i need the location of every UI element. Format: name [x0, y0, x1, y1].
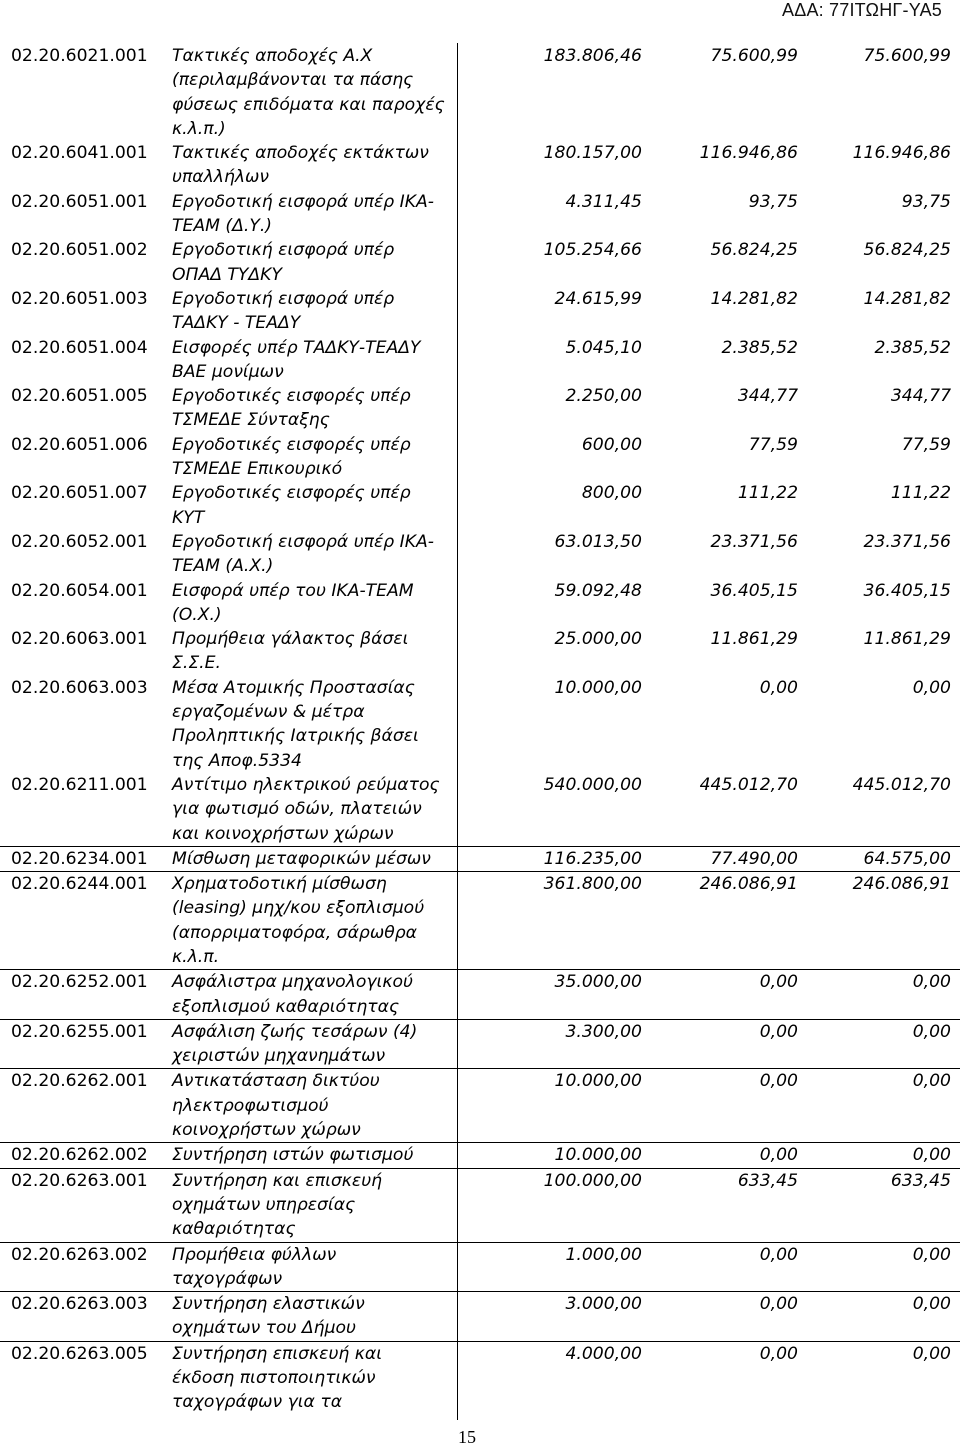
account-description [172, 773, 454, 846]
description-line: ΤΕΑΜ (Α.Χ.) [172, 556, 274, 577]
account-code: 02.20.6262.002 [11, 1145, 148, 1166]
table-row [0, 872, 960, 970]
table-row [0, 847, 960, 872]
account-code: 02.20.6051.005 [11, 386, 148, 407]
table-row [0, 336, 960, 385]
paid-amount: 93,75 [901, 191, 951, 212]
table-row [0, 238, 960, 287]
budgeted-amount: 5.045,10 [565, 337, 642, 358]
description-line: ΤΑΔΚΥ - ΤΕΑΔΥ [172, 313, 301, 334]
committed-amount: 116.946,86 [699, 143, 798, 164]
description-line: ΤΣΜΕΔΕ Επικουρικό [172, 459, 343, 480]
committed-amount: 0,00 [759, 1145, 798, 1166]
description-line: (απορριματοφόρα, σάρωθρα [172, 922, 417, 943]
description-line: Εργοδοτική εισφορά υπέρ ΙΚΑ- [172, 531, 434, 552]
budgeted-amount: 361.800,00 [543, 874, 642, 895]
account-code: 02.20.6051.006 [11, 434, 148, 455]
description-line: Μίσθωση μεταφορικών μέσων [172, 848, 431, 869]
description-line: Προληπτικής Ιατρικής βάσει [172, 726, 419, 747]
description-line: (περιλαμβάνονται τα πάσης [172, 70, 414, 91]
budgeted-amount: 105.254,66 [543, 240, 642, 261]
account-code: 02.20.6211.001 [11, 774, 148, 795]
paid-amount: 0,00 [912, 1021, 951, 1042]
budgeted-amount: 25.000,00 [554, 629, 642, 650]
paid-amount: 14.281,82 [863, 288, 951, 309]
table-row [0, 1020, 960, 1070]
account-description [172, 141, 454, 190]
committed-amount: 36.405,15 [710, 580, 798, 601]
description-line: χειριστών μηχανημάτων [172, 1046, 386, 1067]
description-line: ΟΠΑΔ ΤΥΔΚΥ [172, 264, 282, 285]
description-line: κοινοχρήστων χώρων [172, 1120, 361, 1141]
paid-amount: 56.824,25 [863, 240, 951, 261]
budgeted-amount: 100.000,00 [543, 1170, 642, 1191]
committed-amount: 93,75 [748, 191, 798, 212]
budgeted-amount: 24.615,99 [554, 288, 642, 309]
description-line: φύσεως επιδόματα και παροχές [172, 94, 445, 115]
page-number: 15 [458, 1427, 476, 1447]
description-line: ΤΣΜΕΔΕ Σύνταξης [172, 410, 330, 431]
committed-amount: 633,45 [737, 1170, 798, 1191]
account-description [172, 238, 454, 287]
committed-amount: 2.385,52 [721, 337, 798, 358]
account-description [172, 384, 454, 433]
description-line: Χρηματοδοτική μίσθωση [172, 874, 387, 895]
paid-amount: 77,59 [901, 434, 951, 455]
description-line: Εργοδοτική εισφορά υπέρ ΙΚΑ- [172, 191, 434, 212]
account-description [172, 530, 454, 579]
budget-table [0, 44, 960, 1415]
description-line: για φωτισμό οδών, πλατειών [172, 799, 422, 820]
description-line: ΚΥΤ [172, 507, 205, 528]
description-line: ηλεκτροφωτισμού [172, 1095, 329, 1116]
paid-amount: 0,00 [912, 677, 951, 698]
committed-amount: 23.371,56 [710, 531, 798, 552]
budgeted-amount: 116.235,00 [543, 848, 642, 869]
description-line: Συντήρηση και επισκευή [172, 1170, 383, 1191]
description-line: Μέσα Ατομικής Προστασίας [172, 677, 415, 698]
description-line: Εργοδοτική εισφορά υπέρ [172, 240, 395, 261]
description-line: (Ο.Χ.) [172, 604, 222, 625]
account-code: 02.20.6051.004 [11, 337, 148, 358]
paid-amount: 64.575,00 [863, 848, 951, 869]
table-row [0, 627, 960, 676]
account-description [172, 1143, 454, 1167]
paid-amount: 2.385,52 [874, 337, 951, 358]
paid-amount: 75.600,99 [863, 46, 951, 66]
paid-amount: 116.946,86 [852, 143, 951, 164]
description-line: οχημάτων υπηρεσίας [172, 1194, 356, 1215]
account-code: 02.20.6021.001 [11, 46, 148, 66]
table-row [0, 676, 960, 773]
account-code: 02.20.6051.001 [11, 191, 148, 212]
committed-amount: 246.086,91 [699, 874, 798, 895]
description-line: Τακτικές αποδοχές Α.Χ [172, 46, 373, 66]
description-line: ΤΕΑΜ (Δ.Υ.) [172, 216, 273, 237]
budgeted-amount: 3.000,00 [565, 1294, 642, 1315]
committed-amount: 344,77 [737, 386, 798, 407]
description-line: εργαζομένων & μέτρα [172, 702, 365, 723]
paid-amount: 36.405,15 [863, 580, 951, 601]
committed-amount: 77.490,00 [710, 848, 798, 869]
budgeted-amount: 800,00 [581, 483, 642, 504]
budgeted-amount: 63.013,50 [554, 531, 642, 552]
budgeted-amount: 600,00 [581, 434, 642, 455]
committed-amount: 75.600,99 [710, 46, 798, 66]
paid-amount: 0,00 [912, 1343, 951, 1364]
committed-amount: 0,00 [759, 677, 798, 698]
description-line: κ.λ.π. [172, 946, 220, 967]
account-code: 02.20.6255.001 [11, 1021, 148, 1042]
description-line: εξοπλισμού καθαριότητας [172, 996, 400, 1017]
account-description [172, 433, 454, 482]
committed-amount: 77,59 [748, 434, 798, 455]
description-line: της Αποφ.5334 [172, 750, 302, 771]
budgeted-amount: 1.000,00 [565, 1244, 642, 1265]
table-row [0, 44, 960, 141]
paid-amount: 445.012,70 [852, 774, 951, 795]
account-description [172, 1020, 454, 1069]
description-line: Τακτικές αποδοχές εκτάκτων [172, 143, 429, 164]
account-code: 02.20.6263.003 [11, 1294, 148, 1315]
committed-amount: 445.012,70 [699, 774, 798, 795]
paid-amount: 23.371,56 [863, 531, 951, 552]
description-line: Εισφορά υπέρ του ΙΚΑ-ΤΕΑΜ [172, 580, 414, 601]
budgeted-amount: 10.000,00 [554, 1071, 642, 1092]
table-row [0, 773, 960, 847]
account-description [172, 579, 454, 628]
committed-amount: 0,00 [759, 972, 798, 993]
committed-amount: 56.824,25 [710, 240, 798, 261]
description-line: ΒΑΕ μονίμων [172, 361, 284, 382]
account-code: 02.20.6051.002 [11, 240, 148, 261]
description-line: και κοινοχρήστων χώρων [172, 823, 394, 844]
account-description [172, 1342, 454, 1415]
account-code: 02.20.6051.007 [11, 483, 148, 504]
committed-amount: 11.861,29 [710, 629, 798, 650]
account-code: 02.20.6263.002 [11, 1244, 148, 1265]
description-line: ταχογράφων για τα [172, 1392, 343, 1413]
description-line: Ασφάλιση ζωής τεσάρων (4) [172, 1021, 418, 1042]
budgeted-amount: 10.000,00 [554, 677, 642, 698]
description-line: Εργοδοτική εισφορά υπέρ [172, 288, 395, 309]
description-line: Συντήρηση επισκευή και [172, 1343, 383, 1364]
description-line: Σ.Σ.Ε. [172, 653, 221, 674]
account-code: 02.20.6041.001 [11, 143, 148, 164]
description-line: κ.λ.π.) [172, 118, 226, 139]
account-code: 02.20.6244.001 [11, 874, 148, 895]
paid-amount: 0,00 [912, 1244, 951, 1265]
table-row [0, 1069, 960, 1143]
account-description [172, 872, 454, 969]
table-row [0, 970, 960, 1020]
budgeted-amount: 4.311,45 [565, 191, 642, 212]
description-line: Εργοδοτικές εισφορές υπέρ [172, 434, 411, 455]
account-code: 02.20.6263.005 [11, 1343, 148, 1364]
account-description [172, 627, 454, 676]
paid-amount: 344,77 [890, 386, 951, 407]
description-line: ταχογράφων [172, 1268, 283, 1289]
description-line: Αντίτιμο ηλεκτρικού ρεύματος [172, 774, 440, 795]
committed-amount: 0,00 [759, 1294, 798, 1315]
table-row [0, 579, 960, 628]
account-code: 02.20.6052.001 [11, 531, 148, 552]
account-description [172, 1169, 454, 1242]
account-description [172, 847, 454, 871]
description-line: οχημάτων του Δήμου [172, 1318, 356, 1339]
account-description [172, 676, 454, 773]
description-line: καθαριότητας [172, 1219, 296, 1240]
budgeted-amount: 183.806,46 [543, 46, 642, 66]
account-code: 02.20.6262.001 [11, 1071, 148, 1092]
budgeted-amount: 35.000,00 [554, 972, 642, 993]
committed-amount: 0,00 [759, 1244, 798, 1265]
paid-amount: 633,45 [890, 1170, 951, 1191]
committed-amount: 111,22 [737, 483, 798, 504]
table-row [0, 141, 960, 190]
account-code: 02.20.6252.001 [11, 972, 148, 993]
account-code: 02.20.6051.003 [11, 288, 148, 309]
account-code: 02.20.6054.001 [11, 580, 148, 601]
table-row [0, 1292, 960, 1342]
table-row [0, 1342, 960, 1415]
account-description [172, 190, 454, 239]
account-code: 02.20.6234.001 [11, 848, 148, 869]
description-line: Συντήρηση ελαστικών [172, 1294, 365, 1315]
table-row [0, 190, 960, 239]
account-description [172, 970, 454, 1019]
table-row [0, 1143, 960, 1168]
account-description [172, 1243, 454, 1292]
ada-header: ΑΔΑ: 77ΙΤΩΗΓ-ΥΑ5 [782, 0, 942, 20]
paid-amount: 0,00 [912, 1145, 951, 1166]
table-row [0, 287, 960, 336]
account-description [172, 44, 454, 141]
budgeted-amount: 59.092,48 [554, 580, 642, 601]
description-line: υπαλλήλων [172, 167, 270, 188]
committed-amount: 0,00 [759, 1021, 798, 1042]
description-line: Εισφορές υπέρ ΤΑΔΚΥ-ΤΕΑΔΥ [172, 337, 421, 358]
account-description [172, 1069, 454, 1142]
committed-amount: 0,00 [759, 1071, 798, 1092]
description-line: (leasing) μηχ/κου εξοπλισμού [172, 898, 425, 919]
paid-amount: 11.861,29 [863, 629, 951, 650]
budgeted-amount: 180.157,00 [543, 143, 642, 164]
table-row [0, 530, 960, 579]
table-row [0, 481, 960, 530]
budgeted-amount: 10.000,00 [554, 1145, 642, 1166]
paid-amount: 246.086,91 [852, 874, 951, 895]
paid-amount: 111,22 [890, 483, 951, 504]
committed-amount: 14.281,82 [710, 288, 798, 309]
account-code: 02.20.6063.001 [11, 629, 148, 650]
account-description [172, 481, 454, 530]
committed-amount: 0,00 [759, 1343, 798, 1364]
account-description [172, 1292, 454, 1341]
budgeted-amount: 540.000,00 [543, 774, 642, 795]
account-description [172, 287, 454, 336]
description-line: Προμήθεια γάλακτος βάσει [172, 629, 409, 650]
description-line: Εργοδοτικές εισφορές υπέρ [172, 386, 411, 407]
account-description [172, 336, 454, 385]
budgeted-amount: 3.300,00 [565, 1021, 642, 1042]
description-line: Εργοδοτικές εισφορές υπέρ [172, 483, 411, 504]
table-row [0, 1169, 960, 1243]
account-code: 02.20.6263.001 [11, 1170, 148, 1191]
description-line: έκδοση πιστοποιητικών [172, 1368, 376, 1389]
paid-amount: 0,00 [912, 972, 951, 993]
description-line: Αντικατάσταση δικτύου [172, 1071, 380, 1092]
table-row [0, 384, 960, 433]
table-row [0, 1243, 960, 1293]
paid-amount: 0,00 [912, 1294, 951, 1315]
account-code: 02.20.6063.003 [11, 677, 148, 698]
table-row [0, 433, 960, 482]
description-line: Προμήθεια φύλλων [172, 1244, 337, 1265]
budgeted-amount: 2.250,00 [565, 386, 642, 407]
budgeted-amount: 4.000,00 [565, 1343, 642, 1364]
description-line: Ασφάλιστρα μηχανολογικού [172, 972, 413, 993]
description-line: Συντήρηση ιστών φωτισμού [172, 1145, 414, 1166]
paid-amount: 0,00 [912, 1071, 951, 1092]
